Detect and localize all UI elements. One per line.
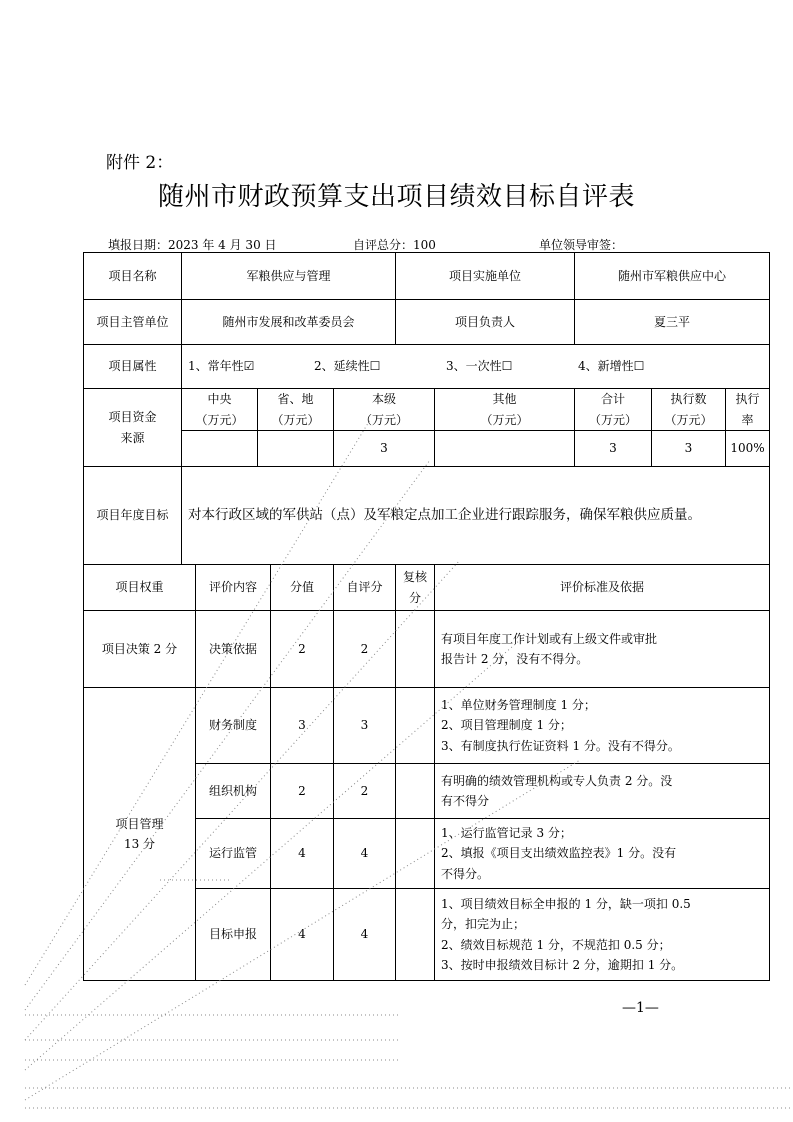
funds-header-other — [435, 389, 575, 431]
management-self-score: 4 — [334, 889, 396, 981]
management-self-score: 2 — [334, 764, 396, 819]
criteria-line: 有不得分 — [441, 794, 490, 808]
criteria-line: 2、绩效目标规范 1 分，不规范扣 0.5 分； — [441, 937, 671, 952]
criteria-line: 分，扣完为止； — [441, 917, 526, 932]
eval-header-criteria: 评价标准及依据 — [435, 565, 770, 611]
funds-header-rate — [726, 389, 770, 431]
attr-option-one-time: 3、一次性☐ — [446, 359, 513, 374]
management-review — [396, 819, 435, 889]
self-total-score: 自评总分：100 — [353, 238, 436, 252]
attachment-label: 附件 2： — [106, 153, 174, 173]
management-row-finance — [84, 688, 770, 764]
funds-label-line2: 来源 — [120, 430, 145, 445]
funds-value-local: 3 — [334, 431, 435, 467]
evaluation-table — [83, 252, 770, 981]
funds-header-other-line1: 其他 — [492, 392, 517, 407]
funds-header-provincial-line1: 省、地 — [277, 392, 314, 407]
management-review — [396, 889, 435, 981]
management-review — [396, 764, 435, 819]
funds-header-local-line2: （万元） — [359, 412, 408, 427]
management-weight — [84, 688, 196, 981]
funds-header-central — [182, 389, 258, 431]
eval-header-content: 评价内容 — [196, 565, 271, 611]
eval-header-self-score: 自评分 — [334, 565, 396, 611]
funds-header-rate-line2: 率 — [741, 412, 754, 427]
supervisor-value: 随州市发展和改革委员会 — [182, 300, 396, 345]
funds-header-total — [575, 389, 652, 431]
funds-value-rate: 100% — [726, 431, 770, 467]
funds-header-total-line1: 合计 — [600, 392, 625, 407]
funds-header-executed-line1: 执行数 — [670, 392, 707, 407]
criteria-line: 3、有制度执行佐证资料 1 分。没有不得分。 — [441, 738, 680, 753]
criteria-line: 3、按时申报绩效目标计 2 分，逾期扣 1 分。 — [441, 957, 684, 972]
eval-header-review: 复核分 — [396, 565, 435, 611]
management-score: 4 — [271, 889, 334, 981]
eval-header-weight: 项目权重 — [84, 565, 196, 611]
management-content: 目标申报 — [196, 889, 271, 981]
management-weight-line1: 项目管理 — [115, 816, 164, 831]
funds-header-provincial-line2: （万元） — [271, 412, 320, 427]
attribute-options — [182, 345, 770, 389]
management-criteria — [435, 889, 770, 981]
eval-header-score: 分值 — [271, 565, 334, 611]
management-content: 运行监管 — [196, 819, 271, 889]
decision-weight: 项目决策 2 分 — [84, 611, 196, 688]
funds-header-executed — [652, 389, 726, 431]
project-name-label: 项目名称 — [84, 253, 182, 300]
management-criteria — [435, 688, 770, 764]
decision-review — [396, 611, 435, 688]
decision-score: 2 — [271, 611, 334, 688]
funds-value-provincial — [258, 431, 334, 467]
funds-value-central — [182, 431, 258, 467]
funds-value-total: 3 — [575, 431, 652, 467]
supervisor-row — [84, 300, 770, 345]
management-self-score: 3 — [334, 688, 396, 764]
criteria-line: 1、运行监管记录 3 分； — [441, 825, 572, 840]
funds-header-total-line2: （万元） — [588, 412, 637, 427]
funds-label-line1: 项目资金 — [108, 410, 157, 425]
funds-values-row — [84, 431, 770, 467]
leader-label: 项目负责人 — [396, 300, 575, 345]
management-content: 组织机构 — [196, 764, 271, 819]
project-name-row — [84, 253, 770, 300]
funds-value-executed: 3 — [652, 431, 726, 467]
decision-criteria-line: 有项目年度工作计划或有上级文件或审批 — [441, 631, 658, 646]
eval-header-row — [84, 565, 770, 611]
criteria-line: 2、项目管理制度 1 分； — [441, 718, 572, 733]
management-content: 财务制度 — [196, 688, 271, 764]
fill-date: 填报日期：2023 年 4 月 30 日 — [108, 238, 277, 252]
decision-row — [84, 611, 770, 688]
criteria-line: 1、单位财务管理制度 1 分； — [441, 697, 596, 712]
criteria-line: 1、项目绩效目标全申报的 1 分，缺一项扣 0.5 — [441, 896, 691, 911]
leader-value: 夏三平 — [575, 300, 770, 345]
attribute-row — [84, 345, 770, 389]
criteria-line: 不得分。 — [441, 866, 490, 881]
management-score: 4 — [271, 819, 334, 889]
annual-goal-row — [84, 467, 770, 565]
leader-review: 单位领导审签： — [539, 238, 624, 252]
attribute-label: 项目属性 — [84, 345, 182, 389]
funds-header-central-line1: 中央 — [207, 392, 232, 407]
management-weight-line2: 13 分 — [123, 837, 156, 851]
funds-header-local — [334, 389, 435, 431]
project-name-value: 军粮供应与管理 — [182, 253, 396, 300]
decision-criteria — [435, 611, 770, 688]
management-self-score: 4 — [334, 819, 396, 889]
impl-unit-value: 随州市军粮供应中心 — [575, 253, 770, 300]
attr-option-recurring: 1、常年性☑ — [188, 359, 255, 374]
page-number: —1— — [622, 1000, 659, 1016]
decision-self-score: 2 — [334, 611, 396, 688]
criteria-line: 有明确的绩效管理机构或专人负责 2 分。没 — [441, 773, 673, 788]
management-score: 3 — [271, 688, 334, 764]
funds-label — [84, 389, 182, 467]
management-criteria — [435, 819, 770, 889]
funds-header-local-line1: 本级 — [371, 392, 396, 407]
annual-goal-value: 对本行政区域的军供站（点）及军粮定点加工企业进行跟踪服务，确保军粮供应质量。 — [182, 467, 770, 565]
funds-header-provincial — [258, 389, 334, 431]
funds-header-executed-line2: （万元） — [664, 412, 713, 427]
attr-option-continuing: 2、延续性☐ — [314, 359, 381, 374]
funds-header-other-line2: （万元） — [480, 412, 529, 427]
decision-criteria-line: 报告计 2 分，没有不得分。 — [441, 652, 589, 666]
management-score: 2 — [271, 764, 334, 819]
management-review — [396, 688, 435, 764]
criteria-line: 2、填报《项目支出绩效监控表》1 分。没有 — [441, 846, 677, 861]
decision-content: 决策依据 — [196, 611, 271, 688]
impl-unit-label: 项目实施单位 — [396, 253, 575, 300]
annual-goal-label: 项目年度目标 — [84, 467, 182, 565]
funds-value-other — [435, 431, 575, 467]
attr-option-new: 4、新增性☐ — [578, 359, 645, 374]
funds-header-central-line2: （万元） — [195, 412, 244, 427]
supervisor-label: 项目主管单位 — [84, 300, 182, 345]
funds-header-row — [84, 389, 770, 431]
management-criteria — [435, 764, 770, 819]
funds-header-rate-line1: 执行 — [735, 392, 760, 407]
page-title: 随州市财政预算支出项目绩效目标自评表 — [157, 182, 635, 212]
